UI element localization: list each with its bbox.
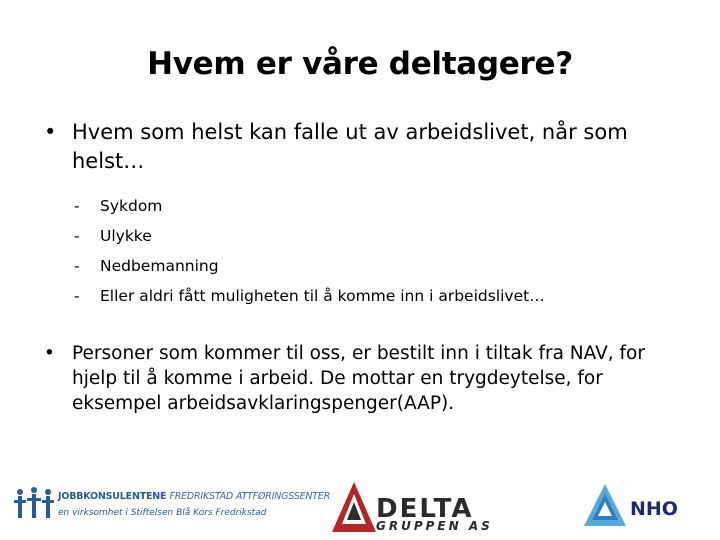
nho-name: NHO bbox=[630, 498, 678, 520]
bullet-1-text bbox=[72, 118, 684, 176]
sub-item-marker: - bbox=[74, 287, 80, 305]
bullet-2-line-3: eksempel arbeidsavklaringspenger(AAP). bbox=[72, 393, 455, 414]
sub-item bbox=[74, 281, 684, 311]
jobbkonsulentene-name bbox=[58, 491, 330, 502]
bullet-1-line-2: helst… bbox=[72, 149, 145, 173]
bullet-1-line-1: Hvem som helst kan falle ut av arbeidslivet, når som bbox=[72, 120, 628, 144]
sub-item bbox=[74, 221, 684, 251]
jobbkonsulentene-logo bbox=[14, 486, 331, 526]
footer-logos bbox=[0, 470, 720, 540]
bullet-2 bbox=[44, 341, 684, 416]
sub-item-text: Nedbemanning bbox=[100, 257, 219, 275]
bullet-dot: • bbox=[44, 343, 55, 364]
nho-triangle-icon bbox=[582, 482, 628, 530]
jobbkonsulentene-subtitle: FREDRIKSTAD ATTFØRINGSSENTER bbox=[169, 491, 331, 502]
sub-item-text: Ulykke bbox=[100, 227, 152, 245]
sub-item bbox=[74, 251, 684, 281]
jobbkonsulentene-tagline: en virksomhet i Stiftelsen Blå Kors Fredrikstad bbox=[58, 508, 267, 518]
delta-name: DELTA bbox=[376, 494, 474, 524]
sub-item-text: Sykdom bbox=[100, 197, 163, 215]
bullet-dot: • bbox=[44, 120, 57, 144]
jobbkonsulentene-title: JOBBKONSULENTENE bbox=[58, 491, 167, 502]
bullet-2-text bbox=[72, 341, 684, 416]
bullet-2-line-2: hjelp til å komme i arbeid. De mottar en trygdeytelse, for bbox=[72, 368, 603, 389]
sub-item-text: Eller aldri fått muligheten til å komme inn i arbeidslivet… bbox=[100, 287, 545, 305]
slide-title: Hvem er våre deltagere? bbox=[147, 46, 573, 82]
delta-gruppen-logo bbox=[330, 480, 500, 535]
nho-logo bbox=[582, 482, 692, 532]
sub-list bbox=[74, 191, 684, 311]
bullet-1 bbox=[44, 118, 684, 311]
delta-sub: GRUPPEN AS bbox=[376, 519, 493, 533]
delta-triangle-icon bbox=[330, 480, 378, 535]
sub-item-marker: - bbox=[74, 227, 80, 245]
bullet-2-line-1: Personer som kommer til oss, er bestilt inn i tiltak fra NAV, for bbox=[72, 343, 645, 364]
sub-item-marker: - bbox=[74, 197, 80, 215]
sub-item-marker: - bbox=[74, 257, 80, 275]
sub-item bbox=[74, 191, 684, 221]
people-figures-icon bbox=[14, 486, 54, 522]
